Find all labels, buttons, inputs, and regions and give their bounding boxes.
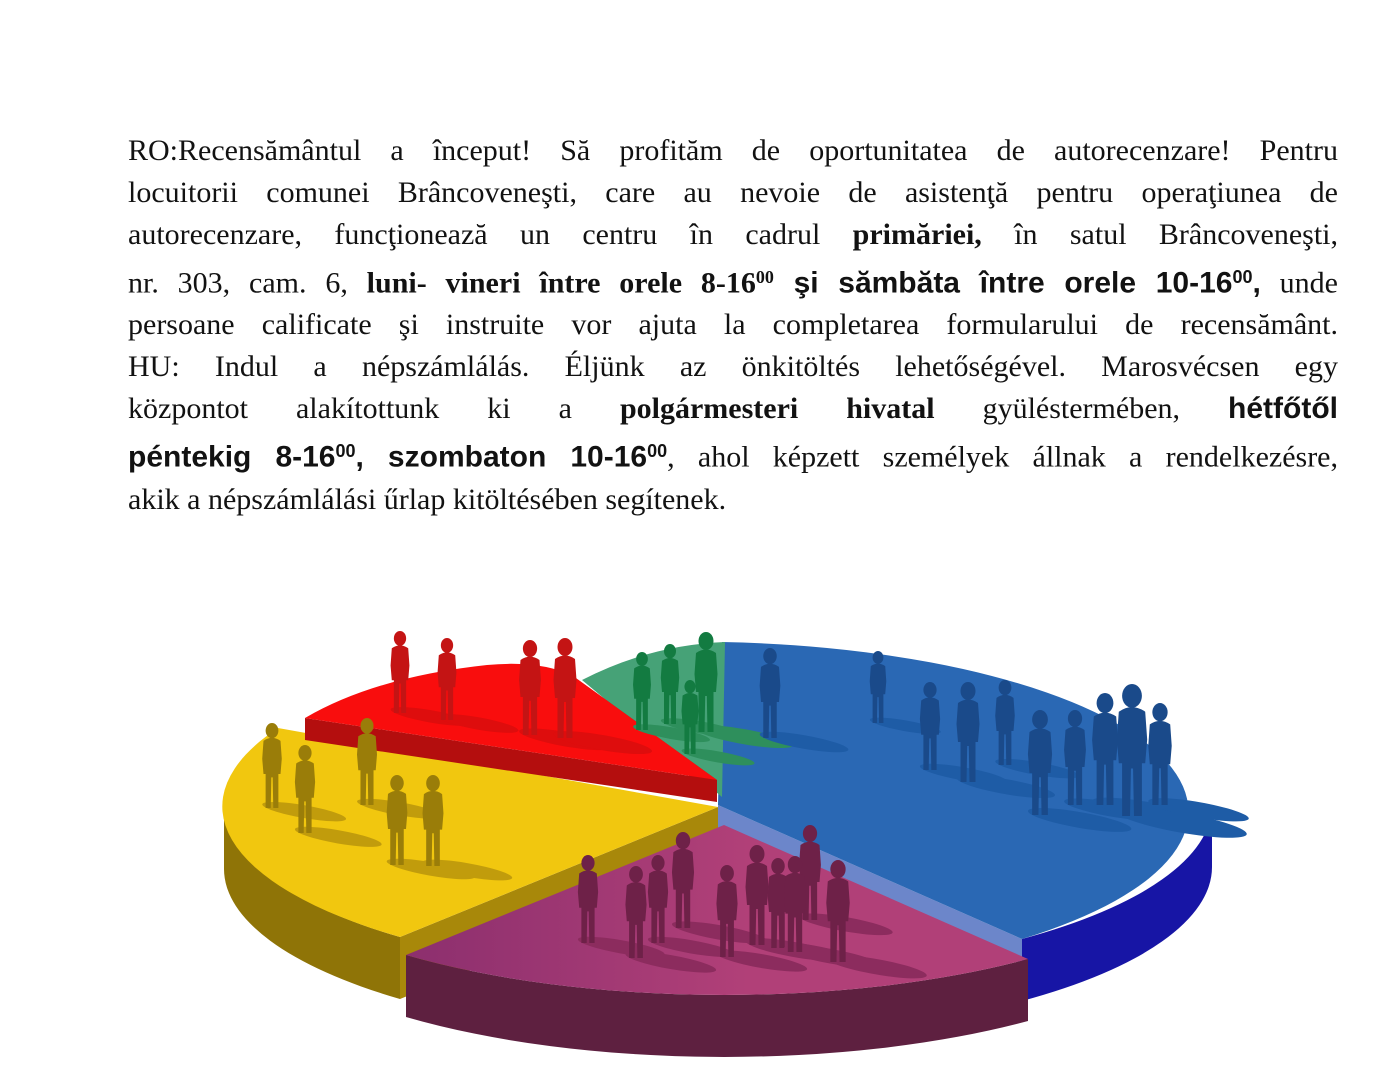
- superscript-hours: 00: [1232, 267, 1253, 287]
- text-segment: luni- vineri între orele 8-16: [366, 266, 756, 300]
- text-segment: központot alakítottunk ki a: [128, 392, 620, 426]
- text-segment: şi sămbăta între orele 10-16: [773, 266, 1233, 300]
- text-segment: ,: [1252, 266, 1261, 300]
- paragraph-hu: [128, 346, 1338, 520]
- text-line: [128, 304, 1338, 346]
- text-segment: polgármesteri hivatal: [619, 392, 935, 426]
- text-line: [128, 256, 1338, 304]
- text-segment: HU: Indul a népszámlálás. Éljünk az önkitöltés lehetőségével. Marosvécsen egy: [128, 350, 1338, 384]
- text-segment: akik a népszámlálási űrlap kitöltésében segítenek.: [128, 482, 727, 516]
- text-line: [128, 479, 1338, 521]
- text-line: [128, 346, 1338, 388]
- text-segment: , ahol képzett személyek állnak a rendelkezésre,: [667, 440, 1338, 474]
- text-segment: persoane calificate şi instruite vor ajuta la completarea formularului de recensământ.: [128, 308, 1338, 342]
- text-line: [128, 430, 1338, 478]
- paragraph-ro: [128, 130, 1338, 346]
- pie-chart-figure: [150, 612, 1250, 1082]
- text-segment: , szombaton 10-16: [355, 440, 648, 474]
- announcement-text: [128, 130, 1338, 521]
- text-segment: unde: [1260, 266, 1338, 300]
- text-line: [128, 214, 1338, 256]
- superscript-hours: 00: [647, 441, 668, 462]
- text-segment: autorecenzare, funcţionează un centru în cadrul: [128, 218, 853, 251]
- text-line: [128, 130, 1338, 172]
- text-line: [128, 388, 1338, 430]
- text-segment: gyüléstermében,: [934, 392, 1229, 426]
- text-segment: hétfőtől: [1228, 392, 1338, 426]
- text-segment: primăriei,: [852, 218, 982, 251]
- text-segment: RO:Recensământul a început! Să profităm de oportunitatea de autorecenzare! Pentru: [128, 134, 1338, 167]
- text-line: [128, 172, 1338, 214]
- text-segment: péntekig 8-16: [128, 440, 336, 474]
- text-segment: nr. 303, cam. 6,: [128, 266, 367, 300]
- superscript-hours: 00: [755, 267, 774, 287]
- superscript-hours: 00: [335, 441, 356, 462]
- text-segment: locuitorii comunei Brâncoveneşti, care au nevoie de asistenţă pentru operaţiunea de: [128, 176, 1338, 209]
- pie-chart-svg: [150, 612, 1250, 1082]
- text-segment: în satul Brâncoveneşti,: [981, 218, 1338, 251]
